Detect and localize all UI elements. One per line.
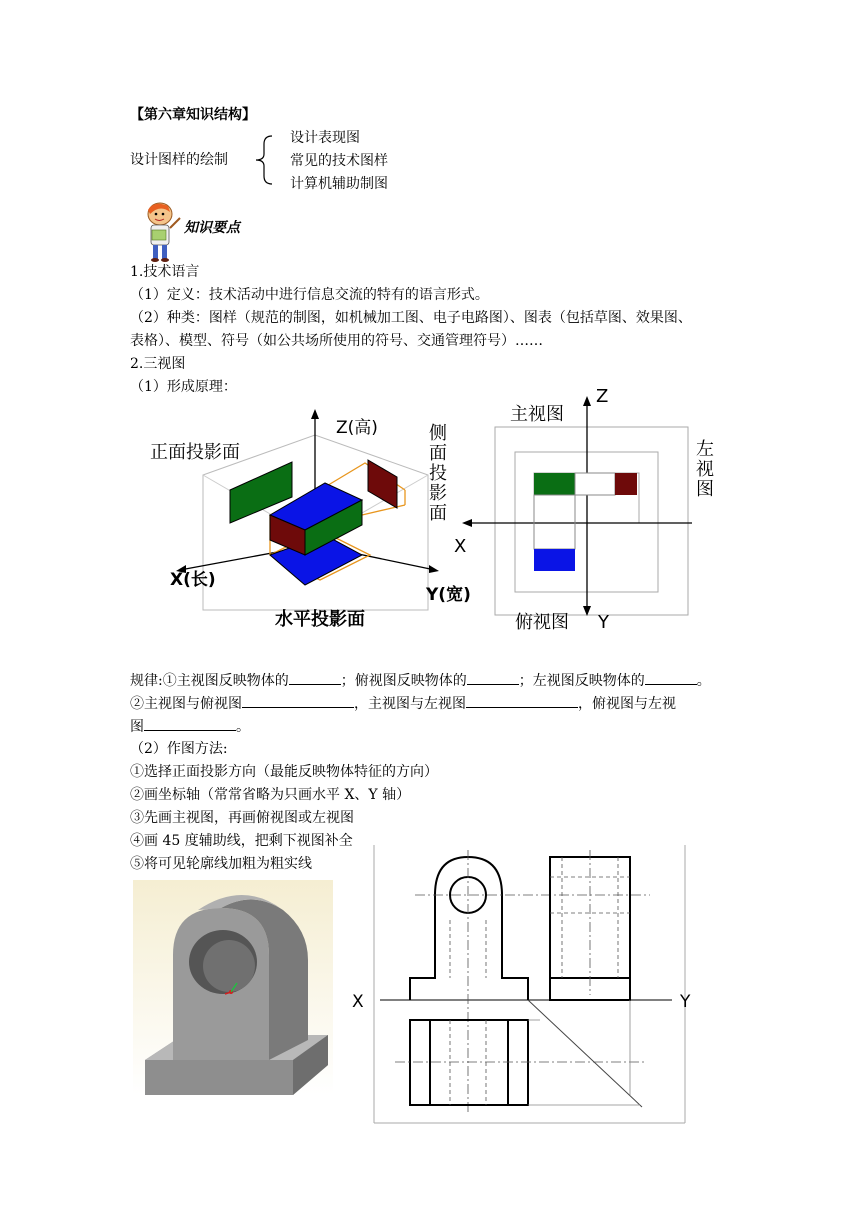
z-label: Z xyxy=(596,386,609,407)
blank-top-left[interactable] xyxy=(144,716,236,731)
y-axis-label: Y xyxy=(680,992,691,1012)
curly-brace-icon xyxy=(252,134,276,186)
side-plane-char-4: 影 xyxy=(429,483,447,504)
left-view-char-3: 图 xyxy=(696,479,714,500)
method-step-3: ③先画主视图，再画俯视图或左视图 xyxy=(130,810,354,826)
front-plane-label: 正面投影面 xyxy=(150,442,240,463)
z-axis-label: Z(高) xyxy=(336,418,378,438)
teacher-mascot-icon xyxy=(140,200,184,264)
method-step-5: ⑤将可见轮廓线加粗为粗实线 xyxy=(130,856,312,872)
section-2-principle: （1）形成原理： xyxy=(130,379,237,395)
top-view-label: 俯视图 xyxy=(515,612,569,633)
x-axis-label: X(长) xyxy=(170,570,216,590)
method-step-4: ④画 45 度辅助线，把剩下视图补全 xyxy=(130,833,353,849)
three-view-drawing xyxy=(350,845,695,1125)
y-axis-label: Y(宽) xyxy=(426,585,471,605)
blank-main-view[interactable] xyxy=(289,670,341,685)
section-1-kinds-line-2: 表格）、模型、符号（如公共场所使用的符号、交通管理符号）…… xyxy=(130,333,543,349)
main-view-label: 主视图 xyxy=(510,404,564,425)
left-view-char-2: 视 xyxy=(696,459,714,480)
x-label: X xyxy=(454,536,467,557)
section-2-title: 2.三视图 xyxy=(130,356,186,372)
method-step-2: ②画坐标轴（常常省略为只画水平 X、Y 轴） xyxy=(130,787,411,803)
structure-root: 设计图样的绘制 xyxy=(130,152,228,168)
blank-main-top[interactable] xyxy=(242,693,354,708)
method-step-1: ①选择正面投影方向（最能反映物体特征的方向） xyxy=(130,764,438,780)
structure-branch-2: 常见的技术图样 xyxy=(290,153,388,169)
y-label: Y xyxy=(598,612,609,633)
blank-main-left[interactable] xyxy=(466,693,578,708)
three-views-figure xyxy=(454,380,714,635)
side-plane-char-3: 投 xyxy=(429,463,447,484)
rule-line-3: 图 。 xyxy=(130,716,250,737)
side-plane-char-2: 面 xyxy=(429,443,447,464)
blank-left-view[interactable] xyxy=(645,670,697,685)
rule-line-1: 规律:①主视图反映物体的 ；俯视图反映物体的 ；左视图反映物体的 。 xyxy=(130,670,711,691)
rule-line-2: ②主视图与俯视图 ，主视图与左视图 ，俯视图与左视 xyxy=(130,693,676,714)
key-points-label: 知识要点 xyxy=(184,220,240,236)
blank-top-view[interactable] xyxy=(467,670,519,685)
method-title: （2）作图方法: xyxy=(130,741,228,757)
structure-branch-3: 计算机辅助制图 xyxy=(290,176,388,192)
bracket-3d-render xyxy=(133,880,333,1095)
structure-branch-1: 设计表现图 xyxy=(290,130,360,146)
horizontal-plane-label: 水平投影面 xyxy=(275,609,365,630)
left-view-char-1: 左 xyxy=(696,439,714,460)
chapter-title: 【第六章知识结构】 xyxy=(130,107,256,123)
side-plane-char-5: 面 xyxy=(429,503,447,524)
x-axis-label: X xyxy=(352,992,364,1012)
projection-3d-figure xyxy=(140,405,471,635)
section-1-definition: （1）定义：技术活动中进行信息交流的特有的语言形式。 xyxy=(130,287,489,303)
side-plane-char-1: 侧 xyxy=(429,423,447,444)
section-1-title: 1.技术语言 xyxy=(130,264,200,280)
section-1-kinds-line-1: （2）种类：图样（规范的制图，如机械加工图、电子电路图）、图表（包括草图、效果图、 xyxy=(130,310,692,326)
